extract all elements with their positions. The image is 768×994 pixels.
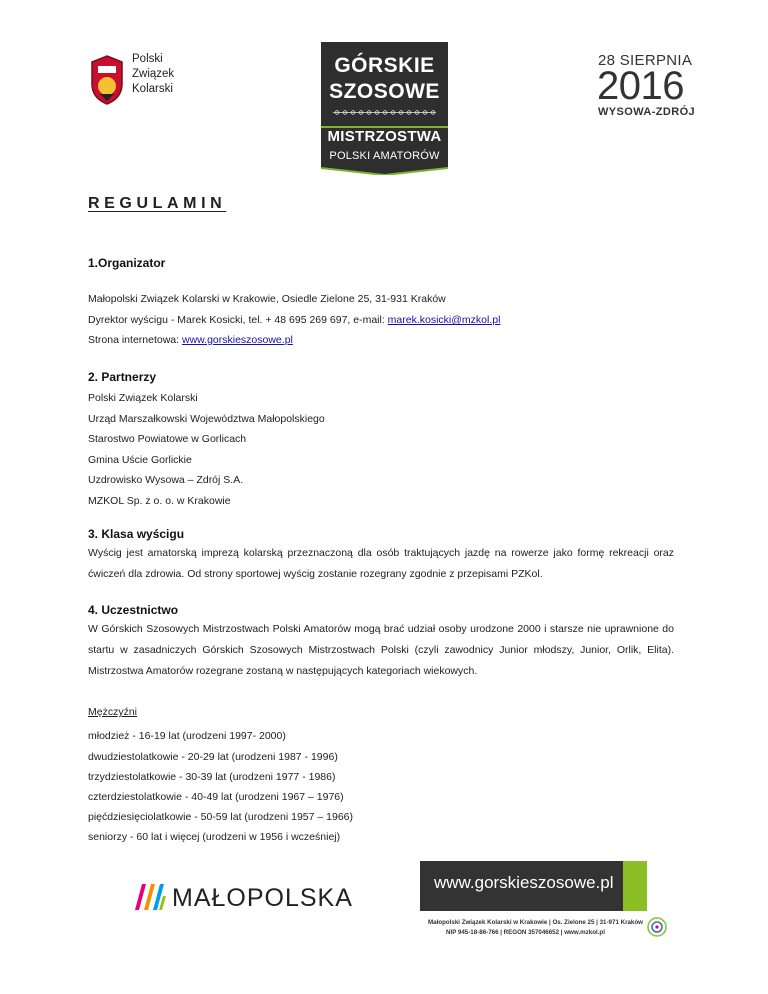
- footer-website: www.gorskieszosowe.pl: [434, 873, 614, 892]
- age-category-item: trzydziestolatkowie - 30-39 lat (urodzeni 1977 - 1986): [88, 771, 336, 783]
- event-date: 28 SIERPNIA: [598, 52, 693, 69]
- section-heading-participants: 4. Uczestnictwo: [88, 603, 179, 617]
- pzk-line-2: Związek: [132, 68, 175, 80]
- pzk-logo: [88, 52, 198, 112]
- malopolska-wordmark: MAŁOPOLSKA: [172, 884, 353, 912]
- footer-registry: NIP 945-18-86-766 | REGON 357046652 | www.mzkol.pl: [446, 929, 605, 936]
- pzk-line-1: Polski: [132, 53, 163, 65]
- website-link[interactable]: www.gorskieszosowe.pl: [181, 334, 293, 346]
- section-heading-partners: 2. Partnerzy: [88, 370, 157, 384]
- age-category-item: czterdziestolatkowie - 40-49 lat (urodzeni 1967 – 1976): [88, 791, 344, 803]
- page-title: REGULAMIN: [88, 195, 227, 212]
- men-category-label: Mężczyźni: [88, 706, 138, 718]
- pzk-emblem-icon: [88, 54, 126, 106]
- event-year: 2016: [597, 64, 684, 108]
- partner-item: Starostwo Powiatowe w Gorlicach: [88, 433, 247, 445]
- website-label: Strona internetowa:: [88, 334, 182, 346]
- section-heading-class: 3. Klasa wyścigu: [88, 527, 185, 541]
- mzkol-logo-icon: [646, 916, 668, 938]
- banner-subtitle-1: MISTRZOSTWA: [327, 128, 442, 145]
- website-banner-accent: [623, 861, 647, 911]
- pzk-name: [132, 52, 174, 97]
- organizer-website: [88, 334, 293, 346]
- malopolska-icon: [133, 880, 168, 912]
- partner-item: Uzdrowisko Wysowa – Zdrój S.A.: [88, 474, 244, 486]
- age-category-item: pięćdziesięciolatkowie - 50-59 lat (urodzeni 1957 – 1966): [88, 811, 353, 823]
- age-category-item: młodzież - 16-19 lat (urodzeni 1997- 2000): [88, 730, 286, 742]
- event-place: WYSOWA-ZDRÓJ: [598, 106, 696, 118]
- event-banner: [321, 42, 448, 175]
- banner-title-2: SZOSOWE: [329, 80, 440, 103]
- partner-item: Urząd Marszałkowski Województwa Małopolskiego: [88, 413, 325, 425]
- partner-item: Gmina Uście Gorlickie: [88, 454, 192, 466]
- footer-address: Małopolski Związek Kolarski w Krakowie | Os. Zielone 25 | 31-971 Kraków: [428, 919, 643, 926]
- age-category-item: dwudziestolatkowie - 20-29 lat (urodzeni 1987 - 1996): [88, 751, 338, 763]
- age-category-item: seniorzy - 60 lat i więcej (urodzeni w 1956 i wcześniej): [88, 831, 341, 843]
- class-paragraph: Wyścig jest amatorską imprezą kolarską przeznaczoną dla osób traktujących jazdę na rowerze jako formę rekreacji oraz ćwiczeń dla zdrowia. Od strony sportowej wyścig zostanie rozegrany zgodnie z przepisami PZKol.: [88, 547, 674, 580]
- banner-title-1: GÓRSKIE: [334, 54, 435, 77]
- partner-item: MZKOL Sp. z o. o. w Krakowie: [88, 495, 231, 507]
- banner-subtitle-2: POLSKI AMATORÓW: [329, 150, 440, 162]
- section-heading-organizer: 1.Organizator: [88, 256, 166, 270]
- director-email-link[interactable]: marek.kosicki@mzkol.pl: [387, 314, 501, 326]
- organizer-address: Małopolski Związek Kolarski w Krakowie, Osiedle Zielone 25, 31-931 Kraków: [88, 293, 446, 305]
- participants-paragraph: W Górskich Szosowych Mistrzostwach Polski Amatorów mogą brać udział osoby urodzone 2000 i starsze nie uprawnione do startu w zasadniczych Górskich Szosowych Mistrzostwach Polski (czyli zawodnicy Junior młodszy, Junior, Orlik, Elita). Mistrzostwa Amatorów rozegrane zostaną w następujących kategoriach wiekowych.: [88, 623, 674, 677]
- director-text: Dyrektor wyścigu - Marek Kosicki, tel. + 48 695 269 697, e-mail:: [88, 314, 388, 326]
- chain-icon: [333, 110, 436, 115]
- pzk-line-3: Kolarski: [132, 83, 173, 95]
- organizer-director: [88, 314, 500, 326]
- partner-item: Polski Związek Kolarski: [88, 392, 198, 404]
